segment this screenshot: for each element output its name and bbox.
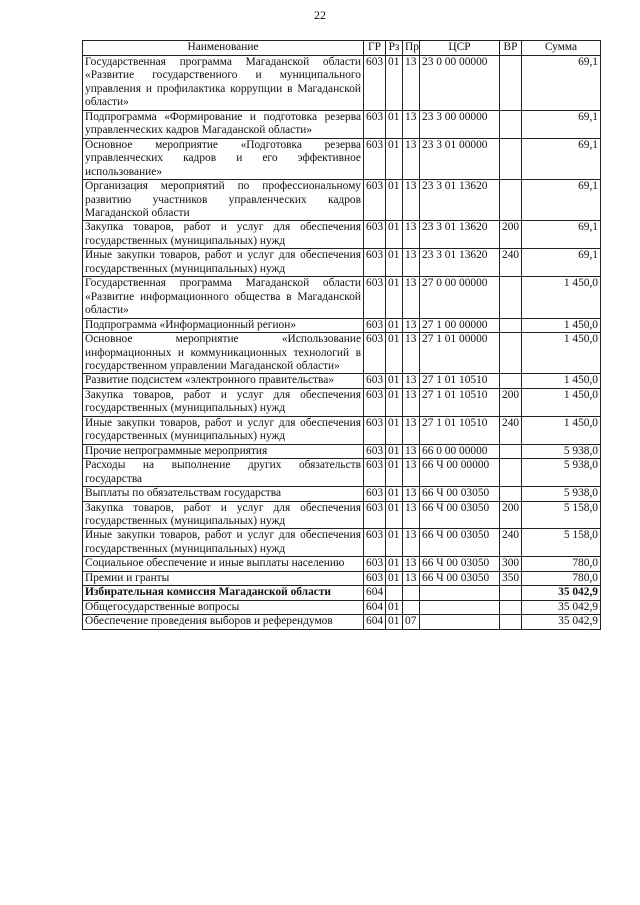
row-name: Общегосударственные вопросы xyxy=(83,600,364,614)
row-vr xyxy=(500,138,522,179)
row-sum: 1 450,0 xyxy=(522,388,601,416)
row-pr: 13 xyxy=(403,501,420,529)
row-name: Организация мероприятий по профессиональному развитию участников управленческих кадров Магаданской области xyxy=(83,180,364,221)
row-vr: 240 xyxy=(500,416,522,444)
table-row xyxy=(83,110,601,138)
row-name: Основное мероприятие «Использование информационных и коммуникационных технологий в государственном управлении Магаданской области» xyxy=(83,333,364,374)
row-csr: 27 1 01 10510 xyxy=(420,388,500,416)
table-row xyxy=(83,249,601,277)
row-csr xyxy=(420,600,500,614)
row-gr: 603 xyxy=(364,110,386,138)
table-row xyxy=(83,180,601,221)
row-sum: 1 450,0 xyxy=(522,416,601,444)
row-gr: 603 xyxy=(364,459,386,487)
row-name: Премии и гранты xyxy=(83,571,364,585)
table-row xyxy=(83,333,601,374)
row-name: Иные закупки товаров, работ и услуг для обеспечения государственных (муниципальных) нужд xyxy=(83,416,364,444)
row-vr: 240 xyxy=(500,529,522,557)
row-name: Иные закупки товаров, работ и услуг для обеспечения государственных (муниципальных) нужд xyxy=(83,249,364,277)
row-name: Государственная программа Магаданской области «Развитие государственного и муниципального управления и профилактика коррупции в Магаданской области» xyxy=(83,56,364,111)
row-rz: 01 xyxy=(386,277,403,318)
row-csr: 66 0 00 00000 xyxy=(420,444,500,458)
row-gr: 603 xyxy=(364,557,386,571)
row-sum: 69,1 xyxy=(522,138,601,179)
row-sum: 35 042,9 xyxy=(522,586,601,600)
row-gr: 603 xyxy=(364,56,386,111)
row-gr: 603 xyxy=(364,529,386,557)
row-rz: 01 xyxy=(386,318,403,332)
row-name: Закупка товаров, работ и услуг для обеспечения государственных (муниципальных) нужд xyxy=(83,388,364,416)
row-rz xyxy=(386,586,403,600)
table-row xyxy=(83,221,601,249)
row-gr: 604 xyxy=(364,586,386,600)
row-vr: 200 xyxy=(500,501,522,529)
row-pr: 13 xyxy=(403,388,420,416)
row-sum: 35 042,9 xyxy=(522,615,601,629)
header-name: Наименование xyxy=(83,41,364,56)
row-sum: 5 158,0 xyxy=(522,529,601,557)
table-row xyxy=(83,600,601,614)
row-name: Подпрограмма «Информационный регион» xyxy=(83,318,364,332)
row-name: Расходы на выполнение других обязательств государства xyxy=(83,459,364,487)
row-pr: 13 xyxy=(403,138,420,179)
row-csr: 23 3 01 13620 xyxy=(420,249,500,277)
row-rz: 01 xyxy=(386,487,403,501)
row-vr: 200 xyxy=(500,388,522,416)
header-csr: ЦСР xyxy=(420,41,500,56)
row-pr: 13 xyxy=(403,333,420,374)
row-pr xyxy=(403,586,420,600)
row-gr: 603 xyxy=(364,249,386,277)
header-gr: ГР xyxy=(364,41,386,56)
row-gr: 603 xyxy=(364,277,386,318)
header-pr: Пр xyxy=(403,41,420,56)
row-vr: 300 xyxy=(500,557,522,571)
row-csr: 27 1 00 00000 xyxy=(420,318,500,332)
row-rz: 01 xyxy=(386,180,403,221)
row-pr: 13 xyxy=(403,444,420,458)
row-sum: 1 450,0 xyxy=(522,374,601,388)
table-row xyxy=(83,138,601,179)
table-header-row xyxy=(83,41,601,56)
row-sum: 1 450,0 xyxy=(522,318,601,332)
row-rz: 01 xyxy=(386,138,403,179)
row-name: Выплаты по обязательствам государства xyxy=(83,487,364,501)
row-sum: 5 938,0 xyxy=(522,459,601,487)
row-rz: 01 xyxy=(386,388,403,416)
table-row xyxy=(83,557,601,571)
row-sum: 69,1 xyxy=(522,180,601,221)
row-vr xyxy=(500,444,522,458)
table-row xyxy=(83,56,601,111)
table-row xyxy=(83,416,601,444)
row-vr xyxy=(500,333,522,374)
row-csr: 23 3 01 13620 xyxy=(420,221,500,249)
row-pr xyxy=(403,600,420,614)
row-pr: 13 xyxy=(403,56,420,111)
row-pr: 13 xyxy=(403,416,420,444)
row-csr: 66 Ч 00 03050 xyxy=(420,501,500,529)
row-rz: 01 xyxy=(386,529,403,557)
row-name: Развитие подсистем «электронного правительства» xyxy=(83,374,364,388)
row-csr: 27 1 01 10510 xyxy=(420,374,500,388)
row-sum: 780,0 xyxy=(522,571,601,585)
table-row xyxy=(83,277,601,318)
row-name: Прочие непрограммные мероприятия xyxy=(83,444,364,458)
row-rz: 01 xyxy=(386,615,403,629)
row-pr: 13 xyxy=(403,557,420,571)
row-csr: 66 Ч 00 03050 xyxy=(420,571,500,585)
row-gr: 603 xyxy=(364,333,386,374)
row-vr xyxy=(500,56,522,111)
header-rz: Рз xyxy=(386,41,403,56)
row-sum: 1 450,0 xyxy=(522,333,601,374)
row-pr: 13 xyxy=(403,110,420,138)
row-sum: 5 158,0 xyxy=(522,501,601,529)
row-vr xyxy=(500,318,522,332)
row-csr: 66 Ч 00 03050 xyxy=(420,529,500,557)
row-rz: 01 xyxy=(386,249,403,277)
row-gr: 604 xyxy=(364,615,386,629)
row-vr: 240 xyxy=(500,249,522,277)
row-csr: 27 1 01 10510 xyxy=(420,416,500,444)
table-row xyxy=(83,571,601,585)
table-body xyxy=(83,56,601,630)
table-row xyxy=(83,529,601,557)
row-name: Закупка товаров, работ и услуг для обеспечения государственных (муниципальных) нужд xyxy=(83,221,364,249)
row-pr: 13 xyxy=(403,374,420,388)
row-csr: 23 0 00 00000 xyxy=(420,56,500,111)
row-csr: 66 Ч 00 03050 xyxy=(420,557,500,571)
row-name: Обеспечение проведения выборов и референдумов xyxy=(83,615,364,629)
row-rz: 01 xyxy=(386,459,403,487)
row-pr: 13 xyxy=(403,487,420,501)
row-gr: 603 xyxy=(364,444,386,458)
row-gr: 603 xyxy=(364,138,386,179)
row-pr: 13 xyxy=(403,571,420,585)
row-csr xyxy=(420,586,500,600)
row-sum: 69,1 xyxy=(522,249,601,277)
row-rz: 01 xyxy=(386,110,403,138)
row-pr: 13 xyxy=(403,277,420,318)
row-sum: 69,1 xyxy=(522,110,601,138)
row-rz: 01 xyxy=(386,571,403,585)
table-row xyxy=(83,388,601,416)
row-rz: 01 xyxy=(386,416,403,444)
row-gr: 603 xyxy=(364,571,386,585)
row-rz: 01 xyxy=(386,221,403,249)
row-gr: 604 xyxy=(364,600,386,614)
row-vr xyxy=(500,487,522,501)
row-sum: 780,0 xyxy=(522,557,601,571)
row-rz: 01 xyxy=(386,333,403,374)
page-number: 22 xyxy=(314,8,326,22)
row-sum: 35 042,9 xyxy=(522,600,601,614)
row-name: Иные закупки товаров, работ и услуг для обеспечения государственных (муниципальных) нужд xyxy=(83,529,364,557)
row-vr: 200 xyxy=(500,221,522,249)
row-pr: 13 xyxy=(403,529,420,557)
row-gr: 603 xyxy=(364,388,386,416)
row-rz: 01 xyxy=(386,557,403,571)
row-gr: 603 xyxy=(364,501,386,529)
row-rz: 01 xyxy=(386,501,403,529)
row-csr: 27 1 01 00000 xyxy=(420,333,500,374)
row-gr: 603 xyxy=(364,221,386,249)
row-csr: 27 0 00 00000 xyxy=(420,277,500,318)
row-pr: 13 xyxy=(403,459,420,487)
row-vr xyxy=(500,110,522,138)
row-pr: 13 xyxy=(403,180,420,221)
row-vr: 350 xyxy=(500,571,522,585)
row-gr: 603 xyxy=(364,180,386,221)
row-csr: 66 Ч 00 03050 xyxy=(420,487,500,501)
row-vr xyxy=(500,615,522,629)
row-vr xyxy=(500,180,522,221)
row-pr: 13 xyxy=(403,318,420,332)
table-row xyxy=(83,444,601,458)
row-vr xyxy=(500,600,522,614)
row-name: Социальное обеспечение и иные выплаты населению xyxy=(83,557,364,571)
row-name: Государственная программа Магаданской области «Развитие информационного общества в Магаданской области» xyxy=(83,277,364,318)
row-csr: 66 Ч 00 00000 xyxy=(420,459,500,487)
row-rz: 01 xyxy=(386,444,403,458)
row-pr: 13 xyxy=(403,249,420,277)
row-csr: 23 3 00 00000 xyxy=(420,110,500,138)
row-rz: 01 xyxy=(386,600,403,614)
row-csr: 23 3 01 00000 xyxy=(420,138,500,179)
row-sum: 5 938,0 xyxy=(522,444,601,458)
row-rz: 01 xyxy=(386,56,403,111)
row-vr xyxy=(500,374,522,388)
row-csr xyxy=(420,615,500,629)
row-name: Подпрограмма «Формирование и подготовка резерва управленческих кадров Магаданской области» xyxy=(83,110,364,138)
row-gr: 603 xyxy=(364,374,386,388)
row-gr: 603 xyxy=(364,416,386,444)
row-rz: 01 xyxy=(386,374,403,388)
row-name: Закупка товаров, работ и услуг для обеспечения государственных (муниципальных) нужд xyxy=(83,501,364,529)
budget-table xyxy=(82,40,601,630)
row-sum: 5 938,0 xyxy=(522,487,601,501)
row-gr: 603 xyxy=(364,487,386,501)
row-vr xyxy=(500,586,522,600)
row-pr: 07 xyxy=(403,615,420,629)
table-row xyxy=(83,586,601,600)
header-sum: Сумма xyxy=(522,41,601,56)
row-vr xyxy=(500,459,522,487)
table-row xyxy=(83,487,601,501)
row-name: Избирательная комиссия Магаданской области xyxy=(83,586,364,600)
row-vr xyxy=(500,277,522,318)
row-csr: 23 3 01 13620 xyxy=(420,180,500,221)
row-name: Основное мероприятие «Подготовка резерва управленческих кадров и его эффективное использование» xyxy=(83,138,364,179)
table-row xyxy=(83,318,601,332)
table-row xyxy=(83,374,601,388)
table-row xyxy=(83,459,601,487)
row-sum: 1 450,0 xyxy=(522,277,601,318)
header-vr: ВР xyxy=(500,41,522,56)
row-sum: 69,1 xyxy=(522,56,601,111)
table-row xyxy=(83,615,601,629)
row-pr: 13 xyxy=(403,221,420,249)
table-row xyxy=(83,501,601,529)
row-gr: 603 xyxy=(364,318,386,332)
row-sum: 69,1 xyxy=(522,221,601,249)
